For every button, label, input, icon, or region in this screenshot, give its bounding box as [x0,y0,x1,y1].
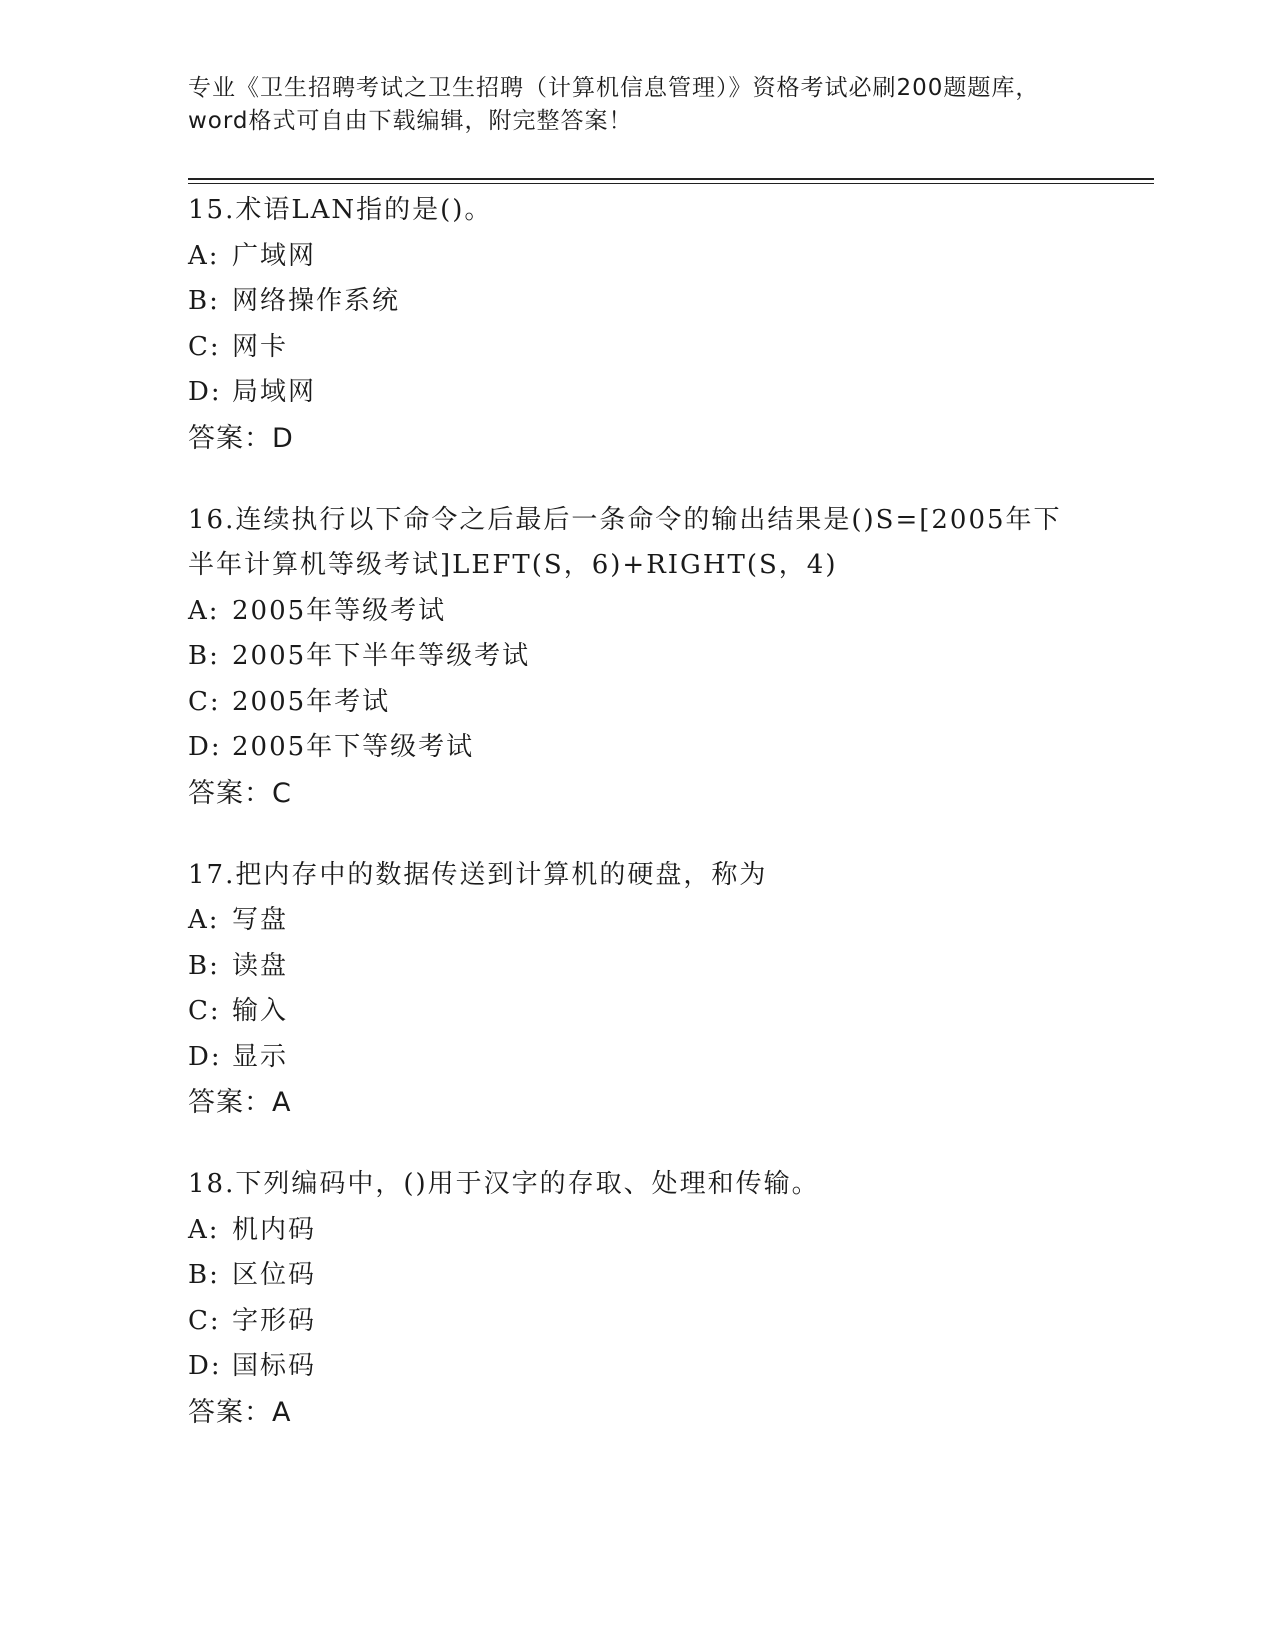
option-b [188,634,1088,680]
question-18 [188,1162,1088,1436]
option-b [188,1253,1088,1299]
option-a [188,234,1088,280]
option-key: A: [188,595,220,626]
option-key: B: [188,1260,220,1290]
option-text: 写盘 [232,905,289,935]
option-a [188,1208,1088,1254]
option-text: 字形码 [232,1305,317,1336]
question-15 [188,188,1088,462]
option-key: A: [188,1214,220,1245]
option-key: C: [188,1305,221,1336]
option-b [188,944,1088,990]
document-header [188,72,1088,138]
option-text: 区位码 [232,1260,317,1290]
question-stem-line: 15.术语LAN指的是()。 [188,195,493,225]
option-text: 机内码 [232,1214,317,1245]
option-text: 输入 [232,996,289,1026]
option-c [188,325,1088,371]
question-stem [188,498,1088,589]
option-text: 2005年等级考试 [232,595,447,626]
option-key: D: [188,377,222,407]
option-key: D: [188,732,222,762]
option-b [188,279,1088,325]
answer-line: 答案：A [188,1396,292,1428]
option-d [188,370,1088,416]
option-d [188,1344,1088,1390]
answer-line: 答案：A [188,1087,292,1118]
question-17 [188,853,1088,1127]
option-key: A: [188,240,220,271]
option-text: 2005年下半年等级考试 [232,641,531,671]
header-divider-thin [188,183,1154,184]
option-key: A: [188,905,220,935]
header-divider-thick [188,178,1154,180]
option-c [188,989,1088,1035]
option-c [188,1299,1088,1345]
option-text: 局域网 [232,377,317,407]
option-text: 网络操作系统 [232,286,401,316]
option-text: 国标码 [232,1351,317,1381]
answer-line: 答案：C [188,777,292,809]
option-text: 2005年考试 [232,686,391,717]
header-line-1: 专业《卫生招聘考试之卫生招聘（计算机信息管理）》资格考试必刷200题题库， [188,75,1040,101]
question-stem-line: 18.下列编码中，()用于汉字的存取、处理和传输。 [188,1169,820,1199]
option-text: 网卡 [232,331,289,362]
header-line-2: word格式可自由下载编辑，附完整答案！ [188,108,633,134]
option-key: D: [188,1041,222,1072]
option-key: C: [188,686,221,717]
option-key: B: [188,286,220,316]
option-text: 显示 [232,1041,289,1072]
option-d [188,1035,1088,1081]
option-key: B: [188,950,220,981]
option-key: C: [188,996,221,1026]
question-stem-line: 16.连续执行以下命令之后最后一条命令的输出结果是()S=[2005年下 [188,504,1062,535]
answer-line: 答案：D [188,422,294,454]
option-c [188,680,1088,726]
question-stem [188,853,1088,899]
question-16 [188,498,1088,817]
option-text: 读盘 [232,950,289,981]
option-key: D: [188,1351,222,1381]
option-text: 2005年下等级考试 [232,732,475,762]
question-stem [188,1162,1088,1208]
option-key: B: [188,641,220,671]
option-a [188,898,1088,944]
question-stem-line: 17.把内存中的数据传送到计算机的硬盘，称为 [188,859,768,890]
option-text: 广域网 [232,240,317,271]
question-stem-line: 半年计算机等级考试]LEFT(S，6)+RIGHT(S，4) [188,550,838,580]
option-d [188,725,1088,771]
question-stem [188,188,1088,234]
question-list [188,188,1088,1472]
option-a [188,589,1088,635]
option-key: C: [188,331,221,362]
